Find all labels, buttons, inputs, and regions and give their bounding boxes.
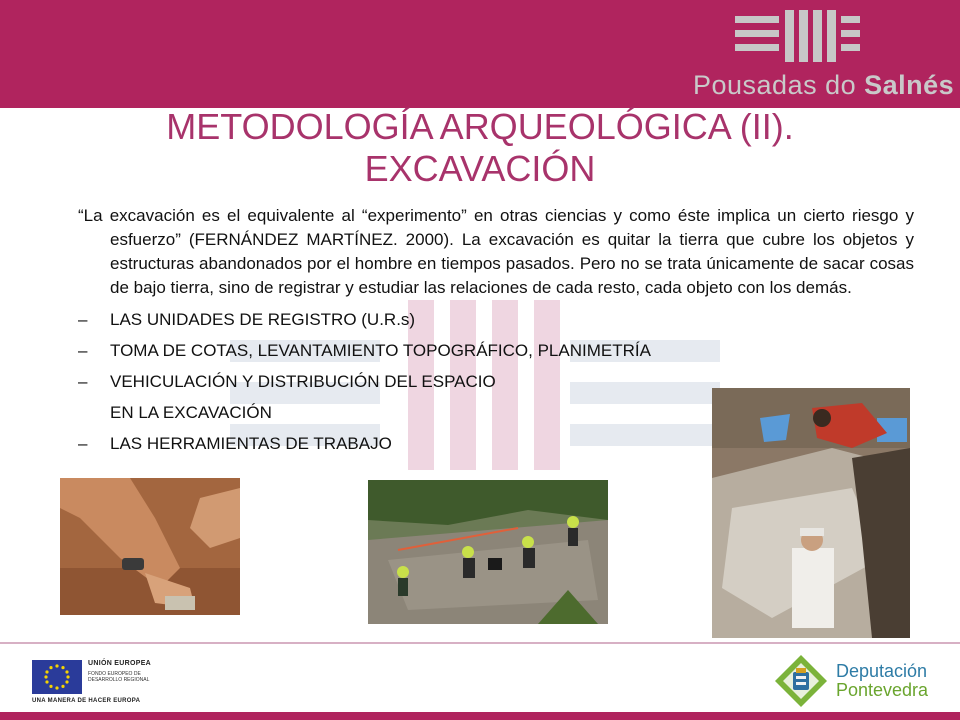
header-band [0,0,960,108]
deputacion-name [836,662,928,700]
footer-band [0,712,960,720]
bullet-item [78,308,914,339]
eu-fund-line1: FONDO EUROPEO DE [88,671,141,677]
deputacion-line1: Deputación [836,661,928,681]
slide-title [60,106,900,190]
eu-flag-icon [32,660,82,694]
pousadas-logo-stripes [735,10,860,62]
eu-title: UNIÓN EUROPEA [88,660,152,667]
bullet-dash: – [78,341,88,360]
eu-fund-line2: DESARROLLO REGIONAL [88,677,150,683]
photo-hands-trowel [60,478,240,615]
brand-name [693,70,954,101]
brand-name-primary: Pousadas do [693,70,865,100]
bullet-text: LAS HERRAMIENTAS DE TRABAJO [110,434,392,453]
photo-excavation-team [368,480,608,624]
bullet-dash: – [78,310,88,329]
deputacion-line2: Pontevedra [836,680,929,700]
deputacion-emblem-icon [774,654,828,708]
slide-title-line1: METODOLOGÍA ARQUEOLÓGICA (II). [166,106,794,147]
bullet-dash: – [78,372,88,391]
bullet-text: LAS UNIDADES DE REGISTRO (U.R.s) [110,310,416,329]
bullet-item [78,339,914,370]
bullet-dash: – [78,434,88,453]
bullet-continuation: EN LA EXCAVACIÓN [110,403,272,422]
photo-trench-workers [712,388,910,638]
eu-motto: UNA MANERA DE HACER EUROPA [32,698,141,704]
bullet-text: TOMA DE COTAS, LEVANTAMIENTO TOPOGRÁFICO, PLANIMETRÍA [110,341,651,360]
slide-title-line2: EXCAVACIÓN [364,148,596,189]
bullet-text: VEHICULACIÓN Y DISTRIBUCIÓN DEL ESPACIO [110,372,496,391]
brand-name-accent: Salnés [864,70,955,100]
eu-funding-label [88,660,151,683]
footer-divider [0,642,960,644]
quote-paragraph: “La excavación es el equivalente al “experimento” en otras ciencias y como éste implica un cierto riesgo y esfuerzo” (FERNÁNDEZ MARTÍNEZ. 2000). La excavación es quitar la tierra que cubre los objetos y estructuras abandonados por el hombre en tiempos pasados. Pero no se trata únicamente de sacar cosas de bajo tierra, sino de registrar y estudiar las relaciones de cada resto, cada objeto con los demás. [78,206,914,297]
